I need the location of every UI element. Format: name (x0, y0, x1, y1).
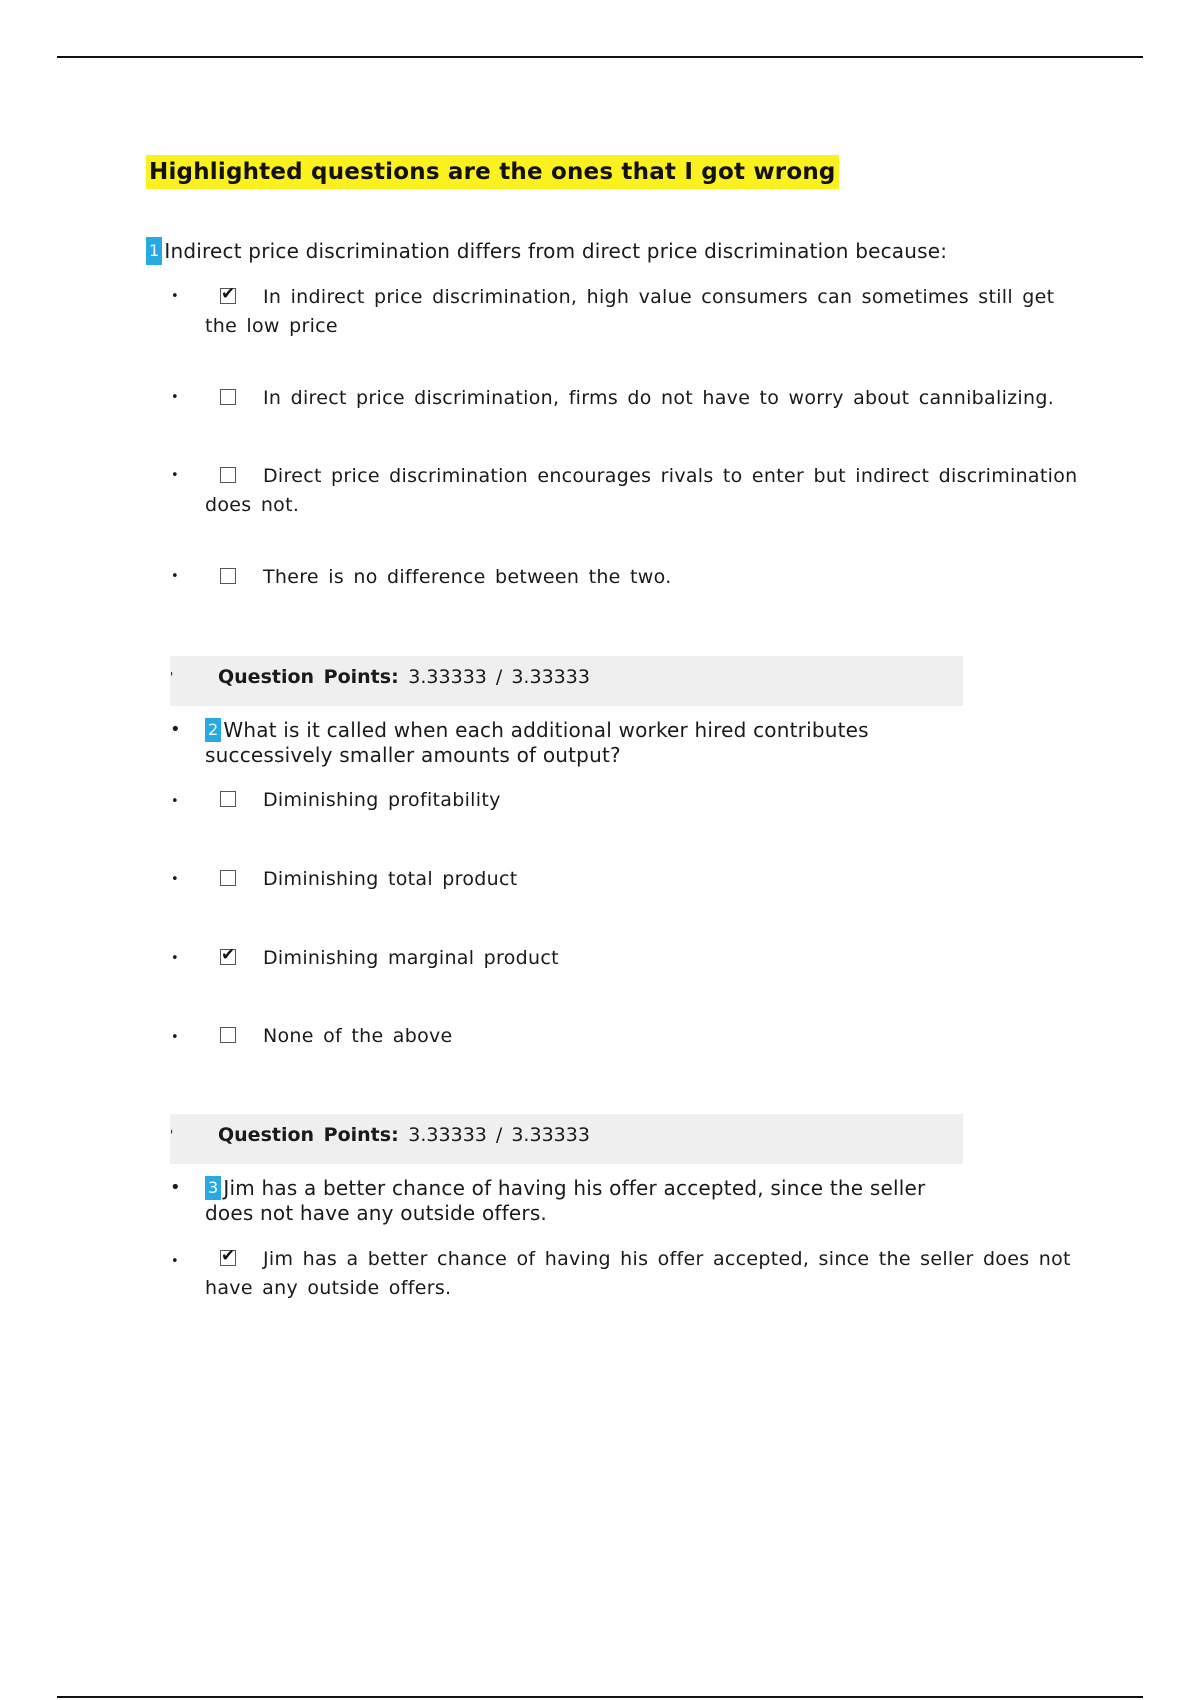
checkbox[interactable] (220, 870, 236, 886)
checkmark-icon: ✔ (221, 1246, 236, 1266)
option-text: Diminishing marginal product (263, 947, 559, 969)
checkbox[interactable] (220, 1027, 236, 1043)
bullet-icon: • (171, 1030, 179, 1045)
question-number-badge: 1 (146, 237, 162, 265)
question-text: Indirect price discrimination differs from direct price discrimination because: (164, 239, 948, 263)
q2-option-1[interactable] (205, 786, 1095, 815)
question-3-stem (205, 1176, 965, 1226)
checkbox[interactable] (220, 1246, 236, 1266)
top-rule (57, 56, 1143, 58)
checkbox[interactable] (220, 284, 236, 304)
q1-option-1[interactable] (205, 283, 1095, 341)
question-number-badge: 3 (205, 1176, 221, 1200)
points-label: Question Points: (218, 1124, 399, 1146)
question-text: Jim has a better chance of having his offer accepted, since the seller does not have any outside offers. (205, 1176, 926, 1225)
option-text: Diminishing profitability (263, 789, 501, 811)
highlight-banner: Highlighted questions are the ones that I got wrong (146, 155, 839, 189)
checkbox[interactable] (220, 945, 236, 965)
q2-option-3[interactable] (205, 944, 1095, 973)
points-value: 3.33333 / 3.33333 (408, 666, 590, 688)
option-text: Jim has a better chance of having his offer accepted, since the seller does not have any outside offers. (205, 1248, 1071, 1299)
bullet-icon: • (170, 1177, 181, 1198)
bullet-icon: • (170, 719, 181, 740)
bottom-rule (57, 1696, 1143, 1698)
question-number-badge: 2 (205, 718, 221, 742)
option-text: In direct price discrimination, firms do not have to worry about cannibalizing. (263, 387, 1055, 409)
checkmark-icon: ✔ (221, 284, 236, 304)
checkbox[interactable] (220, 467, 236, 483)
bullet-icon: • (171, 1254, 179, 1269)
bullet-icon: • (171, 390, 179, 405)
option-text: Diminishing total product (263, 868, 518, 890)
q2-option-4[interactable] (205, 1022, 1095, 1051)
bullet-icon: • (171, 569, 179, 584)
checkbox[interactable] (220, 791, 236, 807)
q2-option-2[interactable] (205, 865, 1095, 894)
question-2-stem (205, 718, 965, 768)
question-1-points (170, 656, 963, 706)
bullet-icon: ' (170, 670, 174, 684)
points-label: Question Points: (218, 666, 399, 688)
question-text: What is it called when each additional worker hired contributes successively smaller amounts of output? (205, 718, 869, 767)
option-text: None of the above (263, 1025, 453, 1047)
q1-option-4[interactable] (205, 563, 1095, 592)
bullet-icon: • (171, 872, 179, 887)
option-text: There is no difference between the two. (263, 566, 672, 588)
bullet-icon: ' (170, 1128, 174, 1142)
bullet-icon: • (171, 289, 179, 304)
checkbox[interactable] (220, 568, 236, 584)
q1-option-3[interactable] (205, 462, 1095, 520)
bullet-icon: • (171, 951, 179, 966)
points-value: 3.33333 / 3.33333 (408, 1124, 590, 1146)
bullet-icon: • (171, 794, 179, 809)
option-text: In indirect price discrimination, high value consumers can sometimes still get the low price (205, 286, 1055, 337)
question-2-points (170, 1114, 963, 1164)
checkmark-icon: ✔ (221, 945, 236, 965)
option-text: Direct price discrimination encourages rivals to enter but indirect discrimination does not. (205, 465, 1078, 516)
q1-option-2[interactable] (205, 384, 1095, 413)
question-1-stem (146, 237, 947, 265)
q3-option-1[interactable] (205, 1245, 1095, 1303)
checkbox[interactable] (220, 389, 236, 405)
bullet-icon: • (171, 468, 179, 483)
